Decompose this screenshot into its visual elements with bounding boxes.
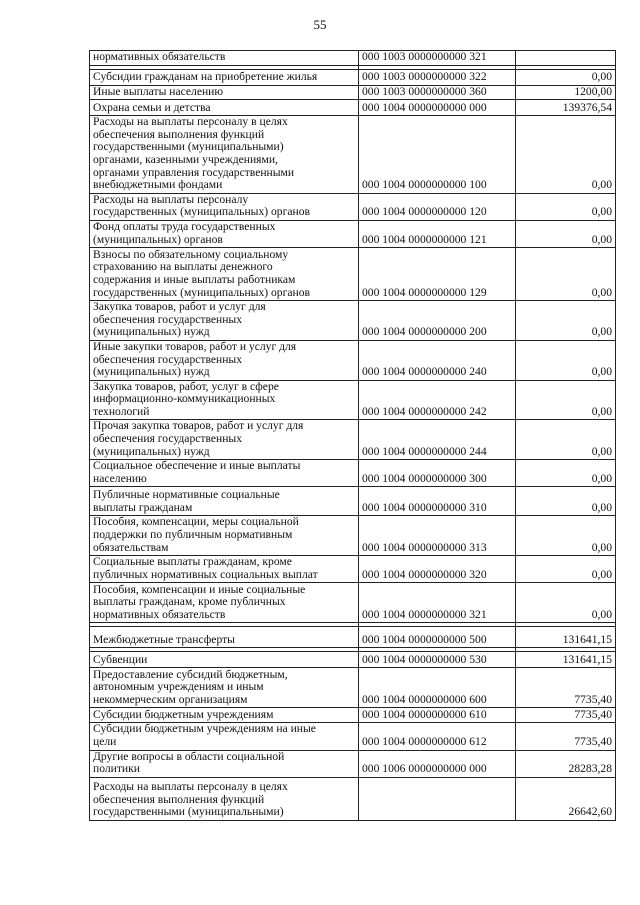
table-row xyxy=(90,85,616,100)
row-code: 000 1004 0000000000 120 xyxy=(359,193,516,220)
row-value: 26642,60 xyxy=(516,777,616,820)
row-name: Фонд оплаты труда государственных (муниципальных) органов xyxy=(90,220,359,247)
table-row xyxy=(90,668,616,708)
table-row xyxy=(90,220,616,247)
row-name: Закупка товаров, работ, услуг в сфере информационно-коммуникационных технологий xyxy=(90,380,359,420)
table-row xyxy=(90,51,616,66)
row-name: Закупка товаров, работ и услуг для обеспечения государственных (муниципальных) нужд xyxy=(90,301,359,341)
row-value: 1200,00 xyxy=(516,85,616,100)
table-row xyxy=(90,583,616,623)
row-name: Субсидии бюджетным учреждениям на иные цели xyxy=(90,723,359,750)
row-name: Субвенции xyxy=(90,652,359,668)
table-row xyxy=(90,777,616,820)
row-name: Публичные нормативные социальные выплаты гражданам xyxy=(90,487,359,516)
row-code: 000 1004 0000000000 313 xyxy=(359,516,516,556)
row-code: 000 1004 0000000000 100 xyxy=(359,116,516,194)
row-name: Охрана семьи и детства xyxy=(90,100,359,116)
table-row xyxy=(90,100,616,116)
row-value: 0,00 xyxy=(516,380,616,420)
row-code: 000 1004 0000000000 500 xyxy=(359,627,516,648)
row-name: Социальное обеспечение и иные выплаты населению xyxy=(90,460,359,487)
row-code: 000 1004 0000000000 610 xyxy=(359,708,516,723)
row-name: Взносы по обязательному социальному страхованию на выплаты денежного содержания и иные выплаты работникам государственных (муниципальных) органов xyxy=(90,248,359,301)
row-name: Другие вопросы в области социальной политики xyxy=(90,750,359,777)
table-row xyxy=(90,556,616,583)
row-value: 7735,40 xyxy=(516,668,616,708)
table-row xyxy=(90,708,616,723)
row-value: 139376,54 xyxy=(516,100,616,116)
row-value: 0,00 xyxy=(516,220,616,247)
table-row xyxy=(90,248,616,301)
row-code: 000 1003 0000000000 322 xyxy=(359,69,516,85)
table-row xyxy=(90,116,616,194)
row-value: 0,00 xyxy=(516,301,616,341)
row-value: 0,00 xyxy=(516,460,616,487)
row-code: 000 1004 0000000000 242 xyxy=(359,380,516,420)
row-code: 000 1004 0000000000 244 xyxy=(359,420,516,460)
row-name: Расходы на выплаты персоналу в целях обеспечения выполнения функций государственными (муниципальными) органами, казенными учреждениями, органами управления государственными внебюджетными фондами xyxy=(90,116,359,194)
page-number: 55 xyxy=(313,17,327,32)
table-row xyxy=(90,627,616,648)
row-name: Пособия, компенсации, меры социальной поддержки по публичным нормативным обязательствам xyxy=(90,516,359,556)
row-code: 000 1003 0000000000 321 xyxy=(359,51,516,66)
row-value: 0,00 xyxy=(516,556,616,583)
row-name: Расходы на выплаты персоналу государственных (муниципальных) органов xyxy=(90,193,359,220)
row-name: Иные закупки товаров, работ и услуг для обеспечения государственных (муниципальных) нужд xyxy=(90,340,359,380)
row-name: Прочая закупка товаров, работ и услуг для обеспечения государственных (муниципальных) нужд xyxy=(90,420,359,460)
row-code: 000 1004 0000000000 129 xyxy=(359,248,516,301)
row-value: 0,00 xyxy=(516,583,616,623)
row-value: 131641,15 xyxy=(516,627,616,648)
row-code: 000 1004 0000000000 000 xyxy=(359,100,516,116)
row-value: 131641,15 xyxy=(516,652,616,668)
row-name: Предоставление субсидий бюджетным, автономным учреждениям и иным некоммерческим организациям xyxy=(90,668,359,708)
table-row xyxy=(90,750,616,777)
row-code: 000 1004 0000000000 200 xyxy=(359,301,516,341)
row-code: 000 1004 0000000000 321 xyxy=(359,583,516,623)
row-value: 0,00 xyxy=(516,487,616,516)
row-value: 0,00 xyxy=(516,340,616,380)
row-code: 000 1004 0000000000 300 xyxy=(359,460,516,487)
row-value: 0,00 xyxy=(516,248,616,301)
table-body xyxy=(90,51,616,821)
row-value: 0,00 xyxy=(516,69,616,85)
table-row xyxy=(90,516,616,556)
table-row xyxy=(90,301,616,341)
row-value: 7735,40 xyxy=(516,708,616,723)
row-name: Иные выплаты населению xyxy=(90,85,359,100)
row-value: 7735,40 xyxy=(516,723,616,750)
row-code xyxy=(359,777,516,820)
row-name: Пособия, компенсации и иные социальные выплаты гражданам, кроме публичных нормативных обязательств xyxy=(90,583,359,623)
row-name: Межбюджетные трансферты xyxy=(90,627,359,648)
row-code: 000 1004 0000000000 600 xyxy=(359,668,516,708)
table-row xyxy=(90,340,616,380)
row-value: 0,00 xyxy=(516,420,616,460)
row-code: 000 1004 0000000000 310 xyxy=(359,487,516,516)
table-row xyxy=(90,380,616,420)
row-value: 28283,28 xyxy=(516,750,616,777)
row-code: 000 1004 0000000000 121 xyxy=(359,220,516,247)
row-code: 000 1004 0000000000 240 xyxy=(359,340,516,380)
table-row xyxy=(90,460,616,487)
row-code: 000 1004 0000000000 612 xyxy=(359,723,516,750)
table-row xyxy=(90,69,616,85)
table-row xyxy=(90,193,616,220)
row-name: нормативных обязательств xyxy=(90,51,359,66)
row-value: 0,00 xyxy=(516,516,616,556)
row-value: 0,00 xyxy=(516,193,616,220)
row-name: Субсидии гражданам на приобретение жилья xyxy=(90,69,359,85)
table-row xyxy=(90,420,616,460)
row-value: 0,00 xyxy=(516,116,616,194)
row-code: 000 1004 0000000000 530 xyxy=(359,652,516,668)
row-code: 000 1003 0000000000 360 xyxy=(359,85,516,100)
row-value xyxy=(516,51,616,66)
row-code: 000 1004 0000000000 320 xyxy=(359,556,516,583)
budget-table xyxy=(89,50,616,821)
table-row xyxy=(90,487,616,516)
table-row xyxy=(90,652,616,668)
table-row xyxy=(90,723,616,750)
row-name: Социальные выплаты гражданам, кроме публичных нормативных социальных выплат xyxy=(90,556,359,583)
row-name: Расходы на выплаты персоналу в целях обеспечения выполнения функций государственными (муниципальными) xyxy=(90,777,359,820)
row-code: 000 1006 0000000000 000 xyxy=(359,750,516,777)
row-name: Субсидии бюджетным учреждениям xyxy=(90,708,359,723)
